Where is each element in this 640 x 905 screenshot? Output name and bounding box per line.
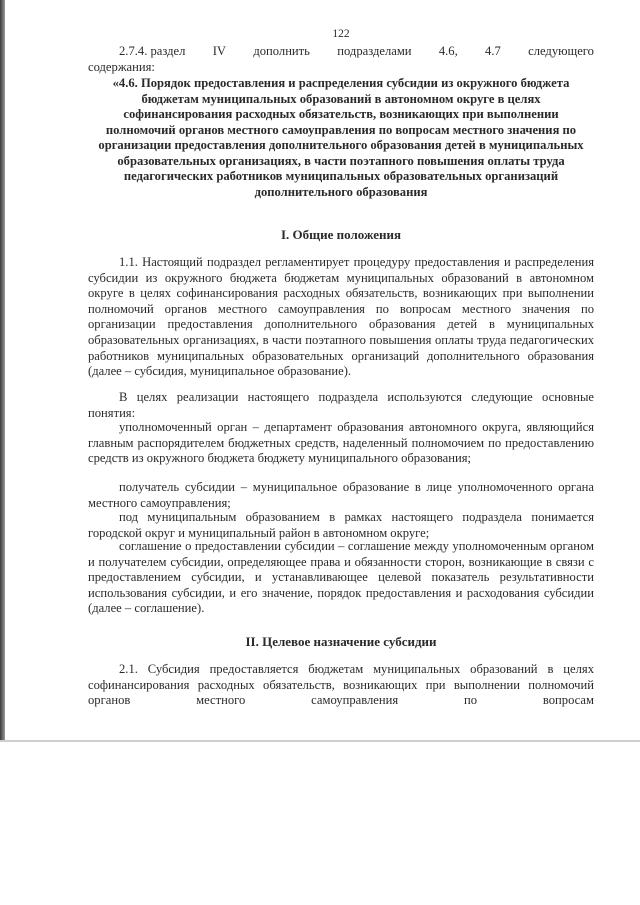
section-title: «4.6. Порядок предоставления и распределения субсидии из окружного бюджета бюджетам муниципальных образований в автономном округе в целях софинансирования расходных обязательств, возникающих при выполнении полномочий органов местного самоуправления по вопросам местного значения по организации предоставления дополнительного образования детей в муниципальных образовательных организациях, в части поэтапного повышения оплаты труда педагогических работников муниципальных образовательных организаций дополнительного образования	[98, 76, 584, 199]
paragraph-authorized-body: уполномоченный орган – департамент образования автономного округа, являющийся главным распорядителем бюджетных средств, наделенный полномочием по предоставлению средств из окружного бюджета бюджету муниципального образования;	[88, 420, 594, 466]
intro-line-1: 2.7.4. раздел IV дополнить подразделами 4.6, 4.7 следующего	[119, 44, 594, 58]
page-number: 122	[332, 28, 350, 40]
paragraph-1-1: 1.1. Настоящий подраздел регламентирует процедуру предоставления и распределения субсидии из окружного бюджета бюджетам муниципальных образований в автономном округе в целях софинансирования расходных обязательств, возникающих при выполнении полномочий органов местного самоуправления по вопросам местного значения по организации предоставления дополнительного образования детей в муниципальных образовательных организациях, в части поэтапного повышения оплаты труда педагогических работников муниципальных образовательных организаций дополнительного образования (далее – субсидия, муниципальное образование).	[88, 255, 594, 379]
paragraph-definitions-intro: В целях реализации настоящего подраздела используются следующие основные понятия:	[88, 390, 594, 420]
scan-page-edge	[0, 0, 5, 742]
paragraph-2-1: 2.1. Субсидия предоставляется бюджетам муниципальных образований в целях софинансирования расходных обязательств, возникающих при выполнении полномочий органов местного самоуправления по вопросам	[88, 662, 594, 708]
intro-paragraph	[88, 44, 594, 75]
paragraph-agreement: соглашение о предоставлении субсидии – соглашение между уполномоченным органом и получателем субсидии, определяющее права и обязанности сторон, возникающие в связи с предоставлением субсидии, и устанавливающее целевой показатель результативности использования субсидии, и его значение, порядок предоставления и расходования субсидии (далее – соглашение).	[88, 539, 594, 616]
paragraph-recipient: получатель субсидии – муниципальное образование в лице уполномоченного органа местного самоуправления;	[88, 480, 594, 510]
heading-purpose: II. Целевое назначение субсидии	[245, 634, 437, 649]
heading-general-provisions: I. Общие положения	[281, 227, 401, 242]
intro-line-2: содержания:	[88, 59, 155, 74]
scan-page-bottom-edge	[0, 740, 640, 742]
paragraph-municipality: под муниципальным образованием в рамках настоящего подраздела понимается городской округ и муниципальный район в автономном округе;	[88, 510, 594, 540]
